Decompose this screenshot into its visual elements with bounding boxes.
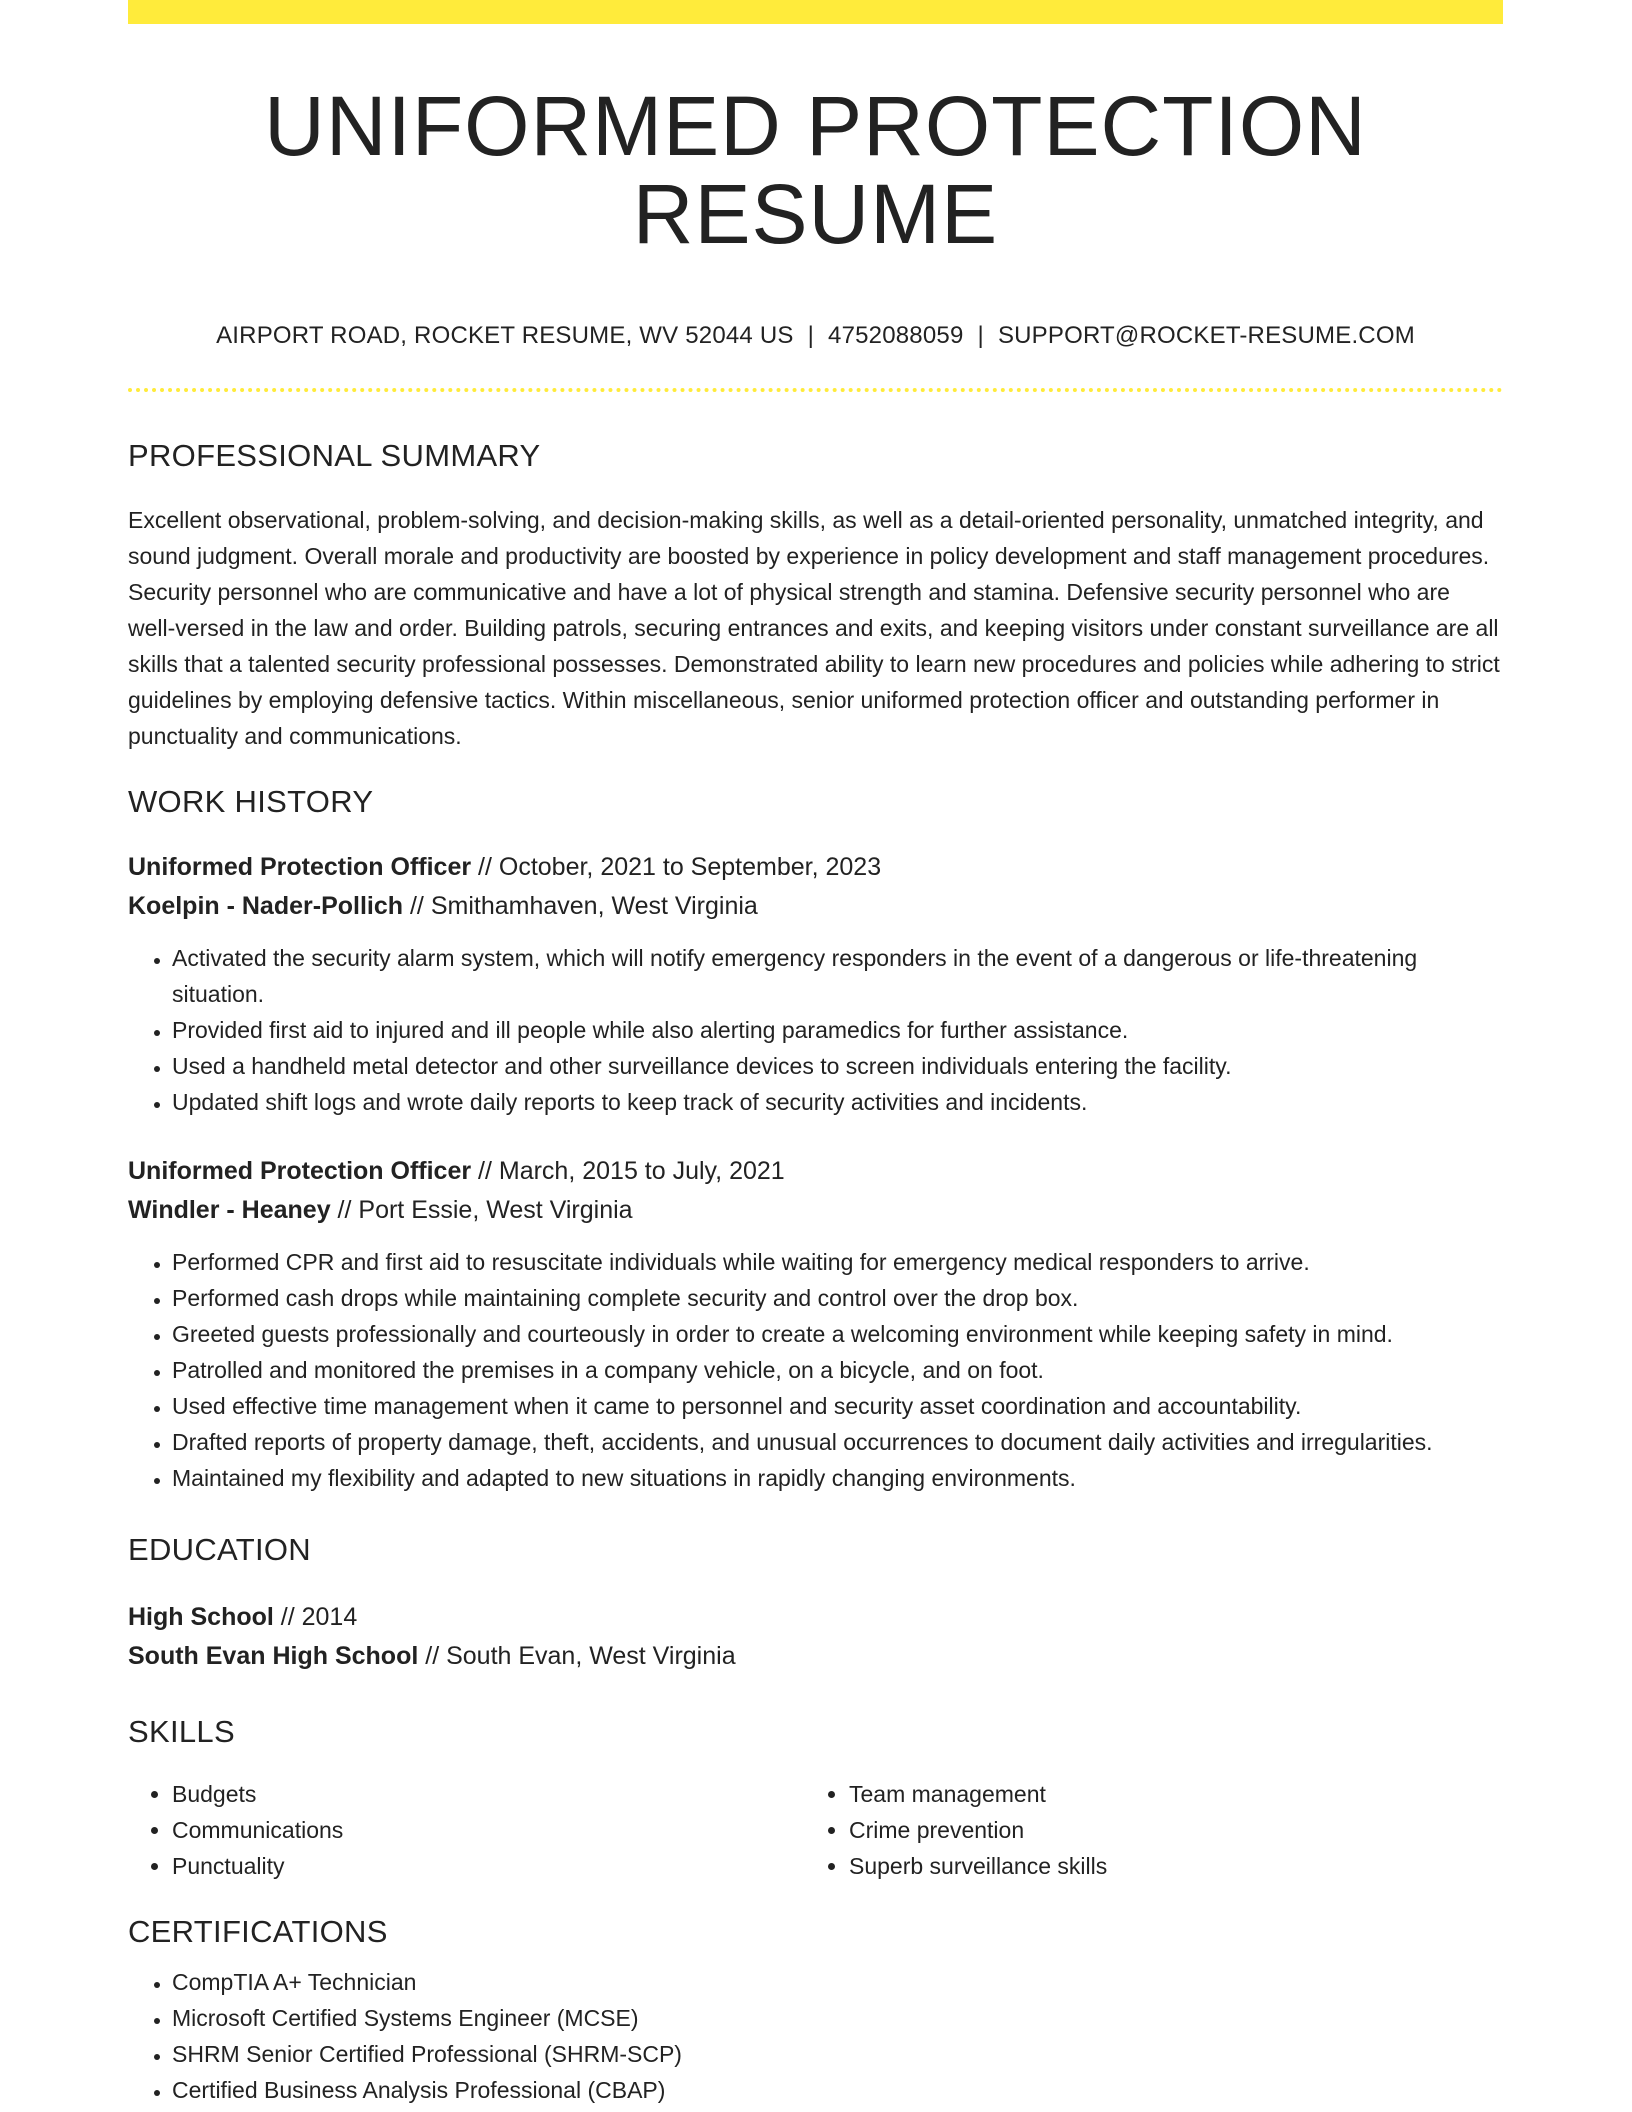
list-item: • SHRM Senior Certified Professional (SHRM-SCP) xyxy=(172,2036,1503,2072)
skills-column-left xyxy=(128,1776,805,1884)
address: AIRPORT ROAD, ROCKET RESUME, WV 52044 US xyxy=(216,322,794,350)
job-bullets xyxy=(128,1244,1503,1496)
list-item: • Updated shift logs and wrote daily reports to keep track of security activities and incidents. xyxy=(172,1084,1503,1120)
contact-separator: | xyxy=(977,322,984,350)
job-entry xyxy=(128,848,1503,1120)
list-item: • Patrolled and monitored the premises in a company vehicle, on a bicycle, and on foot. xyxy=(172,1352,1503,1388)
list-item: • Greeted guests professionally and courteously in order to create a welcoming environment while keeping safety in mind. xyxy=(172,1316,1503,1352)
job-company: Windler - Heaney xyxy=(128,1196,331,1225)
education-heading: EDUCATION xyxy=(128,1532,311,1568)
list-item: • Punctuality xyxy=(172,1848,805,1884)
job-dates: // October, 2021 to September, 2023 xyxy=(471,853,882,882)
list-item: • Certified Business Analysis Professional (CBAP) xyxy=(172,2072,1503,2108)
list-item: • Activated the security alarm system, which will notify emergency responders in the event of a dangerous or life-threatening situation. xyxy=(172,940,1503,1012)
dotted-divider xyxy=(128,388,1503,392)
job-bullets xyxy=(128,940,1503,1120)
accent-bar xyxy=(128,0,1503,24)
job-dates: // March, 2015 to July, 2021 xyxy=(471,1157,785,1186)
list-item: • Crime prevention xyxy=(849,1812,1482,1848)
certifications-list xyxy=(128,1964,1503,2108)
skills-heading: SKILLS xyxy=(128,1714,235,1750)
list-item: • Microsoft Certified Systems Engineer (MCSE) xyxy=(172,2000,1503,2036)
job-location: // Port Essie, West Virginia xyxy=(330,1196,633,1225)
job-role-line xyxy=(128,1152,1503,1191)
list-item: • Superb surveillance skills xyxy=(849,1848,1482,1884)
list-item: • Performed cash drops while maintaining complete security and control over the drop box. xyxy=(172,1280,1503,1316)
education-year: // 2014 xyxy=(273,1603,358,1632)
job-role: Uniformed Protection Officer xyxy=(128,1157,472,1186)
list-item: • CompTIA A+ Technician xyxy=(172,1964,1503,2000)
list-item: • Maintained my flexibility and adapted to new situations in rapidly changing environments. xyxy=(172,1460,1503,1496)
job-company: Koelpin - Nader-Pollich xyxy=(128,892,404,921)
phone: 4752088059 xyxy=(828,322,964,350)
job-entry xyxy=(128,1152,1503,1496)
email: SUPPORT@ROCKET-RESUME.COM xyxy=(997,322,1415,350)
list-item: • Performed CPR and first aid to resuscitate individuals while waiting for emergency medical responders to arrive. xyxy=(172,1244,1503,1280)
job-location: // Smithamhaven, West Virginia xyxy=(403,892,758,921)
skills-column-right xyxy=(805,1776,1482,1884)
list-item: • Drafted reports of property damage, theft, accidents, and unusual occurrences to document daily activities and irregularities. xyxy=(172,1424,1503,1460)
list-item: • Communications xyxy=(172,1812,805,1848)
job-role-line xyxy=(128,848,1503,887)
education-location: // South Evan, West Virginia xyxy=(418,1642,736,1671)
list-item: • Provided first aid to injured and ill people while also alerting paramedics for further assistance. xyxy=(172,1012,1503,1048)
summary-heading: PROFESSIONAL SUMMARY xyxy=(128,438,541,474)
education-degree: High School xyxy=(128,1603,274,1632)
work-history-heading: WORK HISTORY xyxy=(128,784,374,820)
job-role: Uniformed Protection Officer xyxy=(128,853,472,882)
list-item: • Team management xyxy=(849,1776,1482,1812)
education-degree-line xyxy=(128,1598,1503,1637)
job-company-line xyxy=(128,1191,1503,1230)
list-item: • Used a handheld metal detector and other surveillance devices to screen individuals entering the facility. xyxy=(172,1048,1503,1084)
resume-title: UNIFORMED PROTECTION RESUME xyxy=(264,79,1367,262)
list-item: • Used effective time management when it came to personnel and security asset coordination and accountability. xyxy=(172,1388,1503,1424)
summary-text: Excellent observational, problem-solving, and decision-making skills, as well as a detail-oriented personality, unmatched integrity, and sound judgment. Overall morale and productivity are boosted by experience in policy development and staff management procedures. Security personnel who are communicative and have a lot of physical strength and stamina. Defensive security personnel who are well-versed in the law and order. Building patrols, securing entrances and exits, and keeping visitors under constant surveillance are all skills that a talented security professional possesses. Demonstrated ability to learn new procedures and policies while adhering to strict guidelines by employing defensive tactics. Within miscellaneous, senior uniformed protection officer and outstanding performer in punctuality and communications. xyxy=(128,507,1500,750)
education-school-line xyxy=(128,1637,1503,1676)
contact-separator: | xyxy=(807,322,815,350)
contact-line xyxy=(128,322,1503,350)
resume-page xyxy=(128,0,1503,2108)
education-entry xyxy=(128,1598,1503,1676)
skills-grid xyxy=(128,1776,1503,1884)
list-item: • Budgets xyxy=(172,1776,805,1812)
job-company-line xyxy=(128,887,1503,926)
certifications-heading: CERTIFICATIONS xyxy=(128,1914,388,1950)
education-school: South Evan High School xyxy=(128,1642,419,1671)
